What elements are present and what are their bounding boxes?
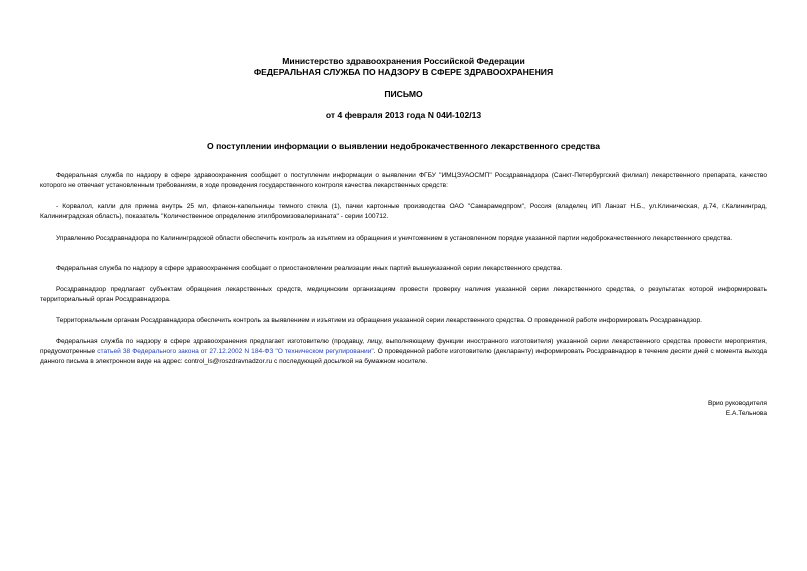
paragraph-5: Росздравнадзор предлагает субъектам обращения лекарственных средств, медицинским организациям провести проверку наличия указанной серии лекарственного средства, о результатах которой информировать территориальный орган Росздравнадзора.: [40, 286, 767, 304]
document-subject: О поступлении информации о выявлении недоброкачественного лекарственного средства: [207, 141, 600, 151]
law-article-link[interactable]: статьей 38 Федерального закона от 27.12.2002 N 184-ФЗ "О техническом регулировании": [97, 348, 374, 356]
paragraph-2: - Корвалол, капли для приема внутрь 25 мл, флакон-капельницы темного стекла (1), пачки картонные производства ОАО "Самарамедпром", Россия (владелец ИП Ланзат Н.Б., ул.Клиническая, д.74, г.Калининград, Калининградская область), показатель "Количественное определение этилбромизовалерианата" - серии 100712.: [40, 203, 767, 221]
document-type: ПИСЬМО: [384, 89, 423, 99]
service-name: ФЕДЕРАЛЬНАЯ СЛУЖБА ПО НАДЗОРУ В СФЕРЕ ЗДРАВООХРАНЕНИЯ: [253, 67, 554, 77]
paragraph-7: [40, 337, 767, 368]
document-date-number: от 4 февраля 2013 года N 04И-102/13: [325, 110, 482, 120]
signature-block: [708, 399, 767, 419]
paragraph-6: Территориальным органам Росздравнадзора обеспечить контроль за выявлением и изъятием из обращения указанной серии лекарственного средства. О проведенной работе информировать Росздравнадзор.: [56, 317, 702, 324]
signatory-name: Е.А.Тельнова: [725, 410, 767, 417]
paragraph-3: Управлению Росздравнадзора по Калининградской области обеспечить контроль за изъятием из обращения и уничтожением в установленном порядке указанной партии недоброкачественного лекарственного средства.: [56, 235, 733, 242]
ministry-name: Министерство здравоохранения Российской Федерации: [282, 56, 525, 66]
paragraph-7-text-end: . О проведенной работе изготовителю (декларанту) информировать Росздравнадзор в течение десяти дней с момента выхода данного письма в электронном виде на адрес: control_ls@roszdravnadzor.ru с последующей досылкой на бумажном носителе.: [40, 348, 767, 366]
signatory-title: Врио руководителя: [707, 400, 767, 407]
paragraph-1: Федеральная служба по надзору в сфере здравоохранения сообщает о поступлении информации о выявлении ФГБУ "ИМЦЭУАОСМП" Росздравнадзора (Санкт-Петербургский филиал) лекарственного препарата, качество которого не отвечает установленным требованиям, в ходе проведения государственного контроля качества лекарственных средств:: [40, 172, 767, 190]
paragraph-4: Федеральная служба по надзору в сфере здравоохранения сообщает о приостановлении реализации иных партий вышеуказанной серии лекарственного средства.: [56, 265, 563, 272]
paragraph-7-text-start: Федеральная служба по надзору в сфере здравоохранения предлагает изготовителю (продавцу, лицу, выполняющему функции иностранного изготовителя) указанной серии лекарственного средства провести мероприятия, предусмотренные: [40, 338, 767, 356]
